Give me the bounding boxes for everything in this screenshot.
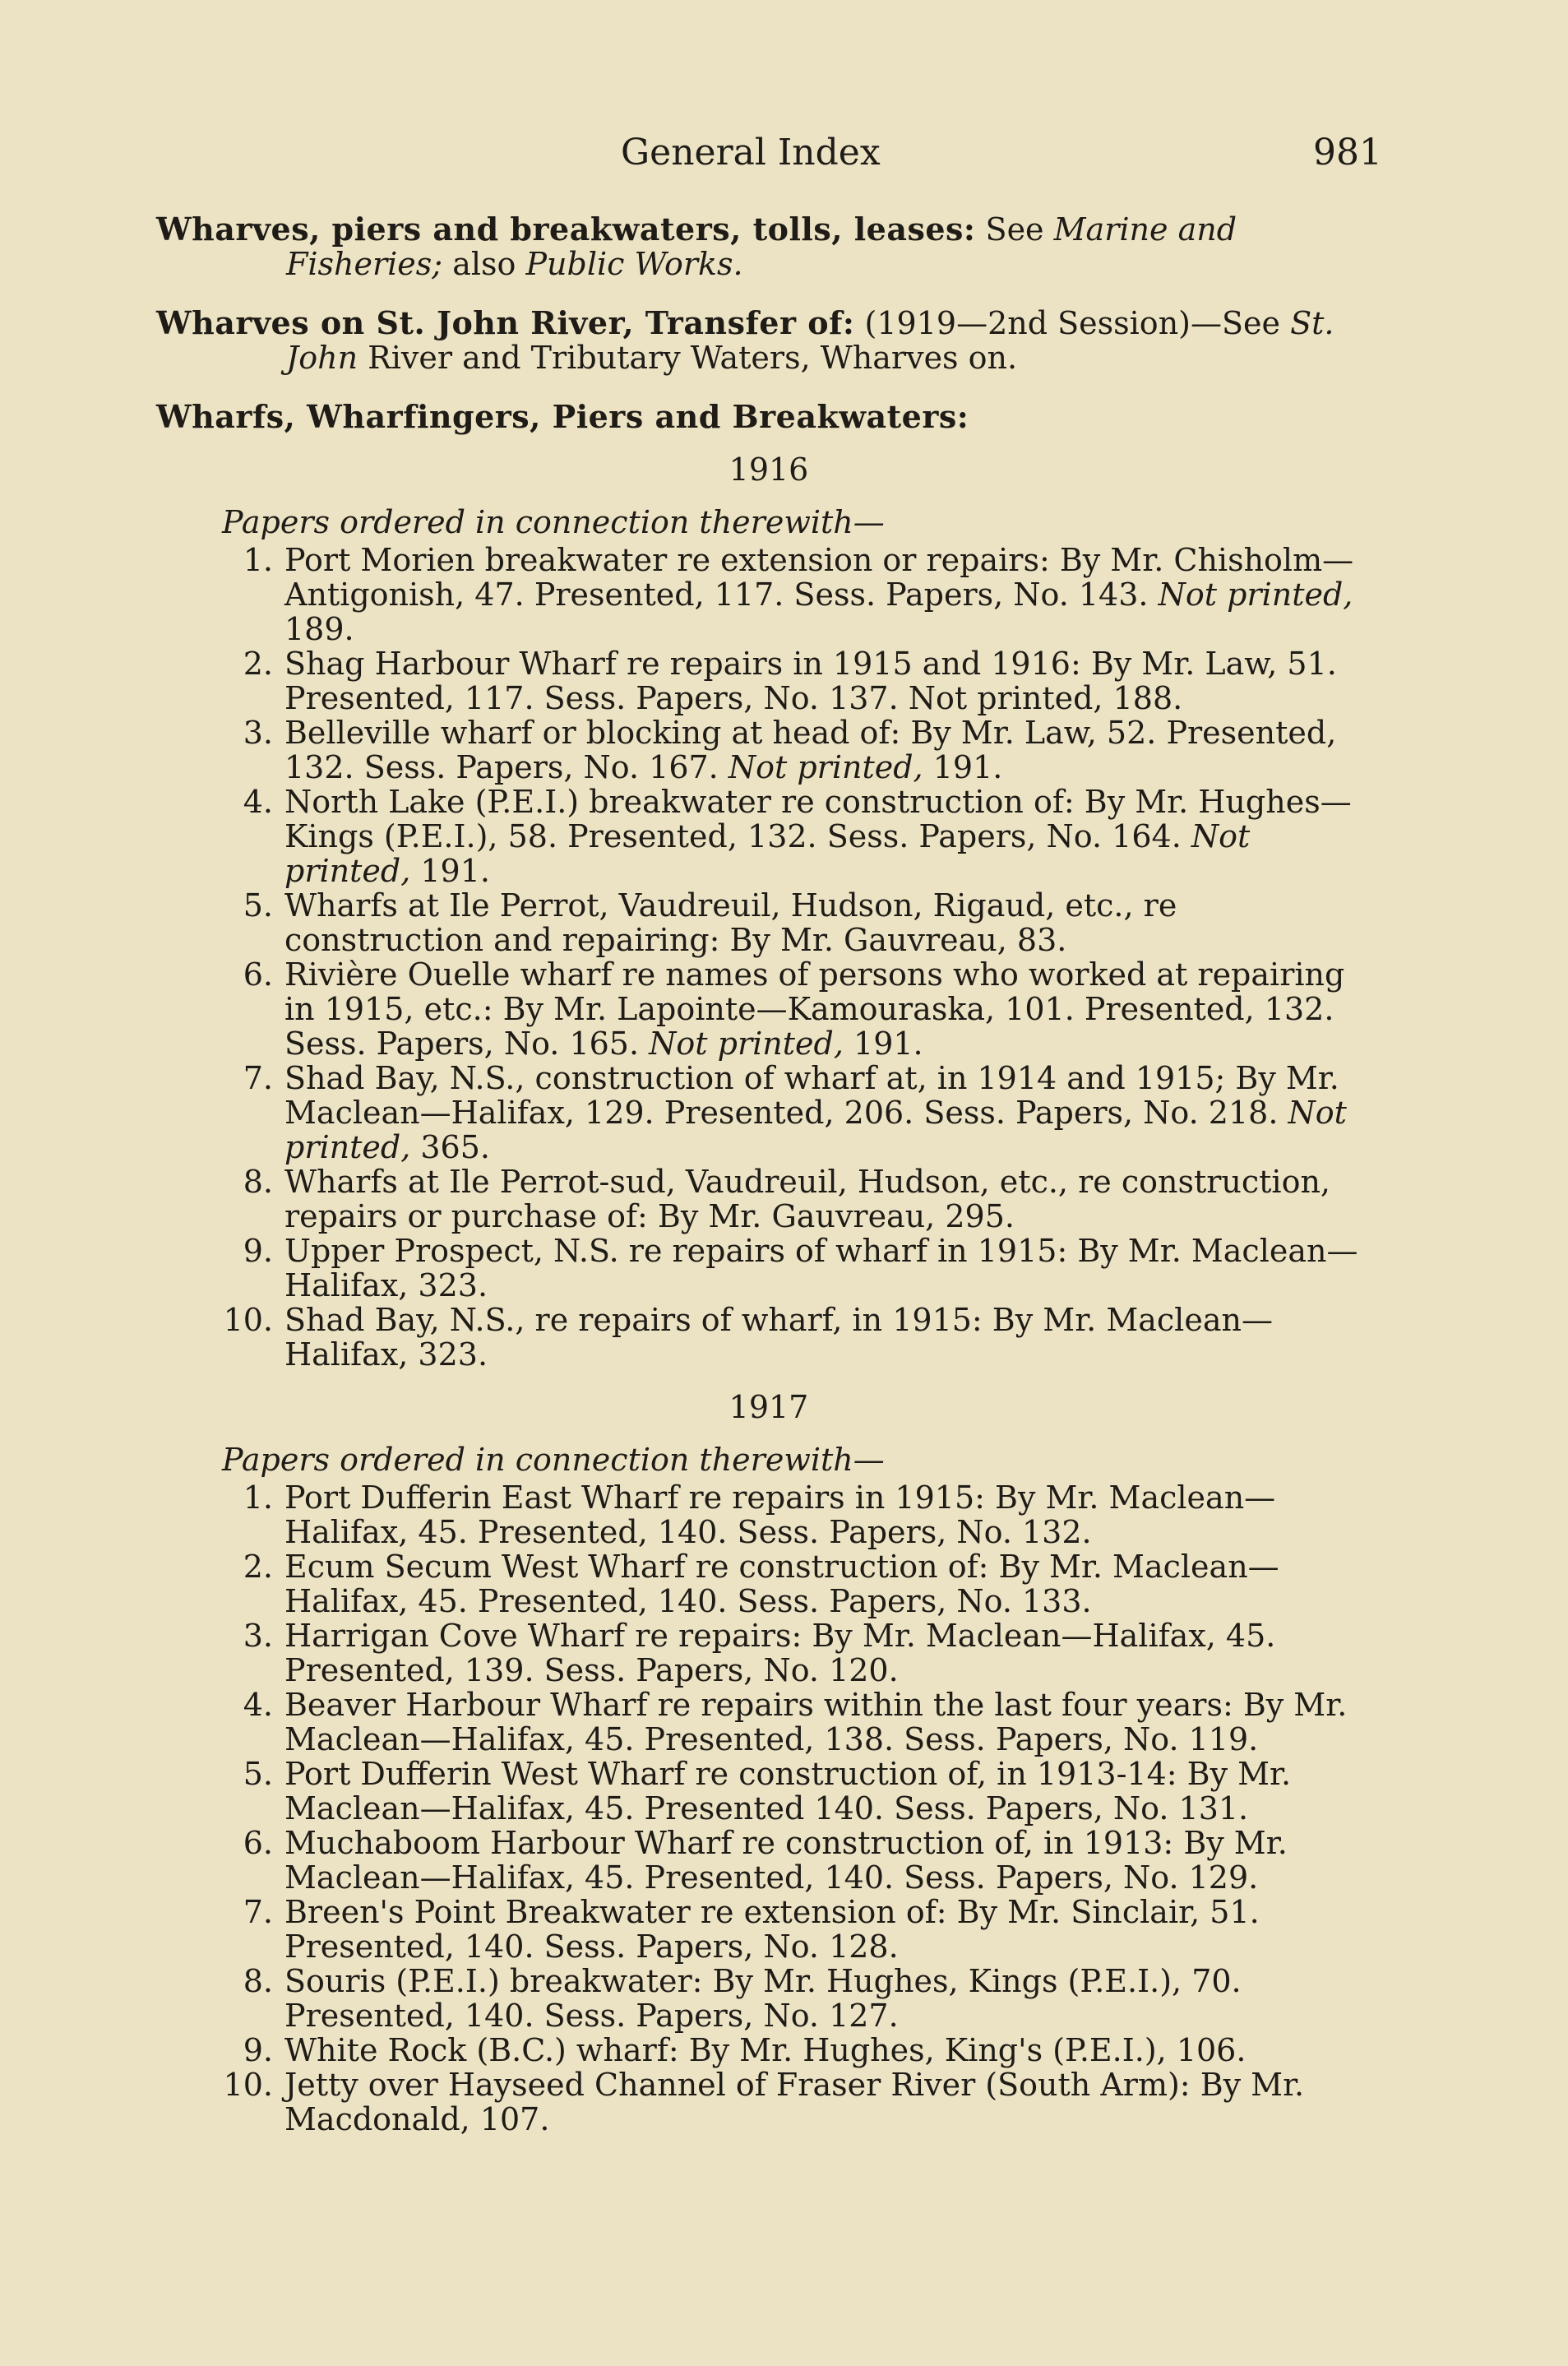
item-number: 6. xyxy=(243,956,273,993)
list-item xyxy=(156,646,1373,715)
not-printed-note: Not printed, xyxy=(284,818,1251,889)
list-item xyxy=(156,1480,1373,1549)
year-heading: 1916 xyxy=(728,451,809,488)
entry-heading: Wharves, piers and breakwaters, tolls, leases: xyxy=(156,211,976,248)
list-item xyxy=(156,1688,1373,1757)
item-text: Belleville wharf or blocking at head of: By Mr. Law, 52. Presented, 132. Sess. Papers, No. 167. xyxy=(284,715,1337,785)
list-item xyxy=(156,1826,1373,1895)
item-number: 6. xyxy=(243,1825,273,1861)
year-heading: 1917 xyxy=(728,1389,809,1425)
item-number: 5. xyxy=(243,887,273,924)
index-entry xyxy=(156,212,1373,281)
item-number: 7. xyxy=(243,1060,273,1096)
item-number: 7. xyxy=(243,1894,273,1930)
header-title: General Index xyxy=(621,132,881,174)
year-sections xyxy=(156,452,1373,2137)
list-item xyxy=(156,543,1373,646)
list-item xyxy=(156,1549,1373,1618)
list-item xyxy=(156,1303,1373,1372)
entry-heading: Wharfs, Wharfingers, Piers and Breakwaters: xyxy=(156,398,969,435)
item-number: 2. xyxy=(243,1549,273,1585)
item-text: Jetty over Hayseed Channel of Fraser River (South Arm): By Mr. Macdonald, 107. xyxy=(284,2067,1305,2137)
item-text: Port Morien breakwater re extension or repairs: By Mr. Chisholm—Antigonish, 47. Presented, 117. Sess. Papers, No. 143. xyxy=(284,542,1354,613)
paper-list xyxy=(156,543,1373,1372)
paper-list xyxy=(156,1480,1373,2137)
item-number: 3. xyxy=(243,715,273,751)
item-text: Beaver Harbour Wharf re repairs within the last four years: By Mr. Maclean—Halifax, 45. Presented, 138. Sess. Papers, No. 119. xyxy=(284,1687,1348,1757)
see-reference: Marine and Fisheries; xyxy=(286,211,1237,282)
not-printed-note: Not printed, xyxy=(649,1026,844,1062)
item-text: Harrigan Cove Wharf re repairs: By Mr. Maclean—Halifax, 45. Presented, 139. Sess. Papers, No. 120. xyxy=(284,1618,1276,1688)
item-page-ref: 189. xyxy=(284,611,354,647)
item-number: 1. xyxy=(243,1479,273,1516)
item-text: Upper Prospect, N.S. re repairs of wharf in 1915: By Mr. Maclean—Halifax, 323. xyxy=(284,1233,1358,1303)
item-text: Shag Harbour Wharf re repairs in 1915 and 1916: By Mr. Law, 51. Presented, 117. Sess. Papers, No. 137. Not printed, 188. xyxy=(284,646,1337,716)
list-item xyxy=(156,2033,1373,2067)
page-number: 981 xyxy=(1313,132,1382,174)
entry-text: (1919—2nd Session)—See xyxy=(864,305,1280,341)
item-text: Port Dufferin East Wharf re repairs in 1915: By Mr. Maclean—Halifax, 45. Presented, 140. Sess. Papers, No. 132. xyxy=(284,1479,1276,1550)
item-text: Port Dufferin West Wharf re construction of, in 1913-14: By Mr. Maclean—Halifax, 45. Presented 140. Sess. Papers, No. 131. xyxy=(284,1756,1292,1827)
list-item xyxy=(156,1618,1373,1688)
item-number: 8. xyxy=(243,1164,273,1200)
item-number: 4. xyxy=(243,1687,273,1723)
list-item xyxy=(156,1164,1373,1234)
item-text: Wharfs at Ile Perrot-sud, Vaudreuil, Hudson, etc., re construction, repairs or purchase of: By Mr. Gauvreau, 295. xyxy=(284,1164,1330,1234)
list-item xyxy=(156,957,1373,1061)
list-item xyxy=(156,2067,1373,2137)
item-text: White Rock (B.C.) wharf: By Mr. Hughes, King's (P.E.I.), 106. xyxy=(284,2032,1247,2068)
list-item xyxy=(156,785,1373,888)
section-label: Papers ordered in connection therewith— xyxy=(222,504,885,540)
item-number: 8. xyxy=(243,1963,273,1999)
item-page-ref: 365. xyxy=(420,1129,490,1165)
item-page-ref: 191. xyxy=(932,749,1003,785)
entry-reference: St. John xyxy=(286,305,1334,376)
entry-continuation: River and Tributary Waters, Wharves on. xyxy=(368,340,1018,376)
list-item xyxy=(156,1234,1373,1303)
see-text: See xyxy=(985,211,1044,248)
item-text: Ecum Secum West Wharf re construction of: By Mr. Maclean—Halifax, 45. Presented, 140. Sess. Papers, No. 133. xyxy=(284,1549,1279,1619)
list-item xyxy=(156,715,1373,785)
list-item xyxy=(156,1964,1373,2033)
running-header xyxy=(0,132,1568,181)
not-printed-note: Not printed, xyxy=(1158,576,1353,613)
item-text: Breen's Point Breakwater re extension of: By Mr. Sinclair, 51. Presented, 140. Sess. Papers, No. 128. xyxy=(284,1894,1260,1965)
item-text: Muchaboom Harbour Wharf re construction of, in 1913: By Mr. Maclean—Halifax, 45. Presented, 140. Sess. Papers, No. 129. xyxy=(284,1825,1288,1896)
item-number: 5. xyxy=(243,1756,273,1792)
item-number: 9. xyxy=(243,2032,273,2068)
item-number: 9. xyxy=(243,1233,273,1269)
index-body xyxy=(156,212,1373,2145)
list-item xyxy=(156,888,1373,957)
item-text: Souris (P.E.I.) breakwater: By Mr. Hughes, Kings (P.E.I.), 70. Presented, 140. Sess. Papers, No. 127. xyxy=(284,1963,1242,2034)
item-number: 1. xyxy=(243,542,273,578)
index-entry xyxy=(156,306,1373,375)
item-number: 4. xyxy=(243,784,273,820)
list-item xyxy=(156,1895,1373,1964)
list-item xyxy=(156,1061,1373,1164)
not-printed-note: Not printed, xyxy=(728,749,923,785)
item-text: North Lake (P.E.I.) breakwater re construction of: By Mr. Hughes—Kings (P.E.I.), 58. Presented, 132. Sess. Papers, No. 164. xyxy=(284,784,1352,854)
not-printed-note: Not printed, xyxy=(284,1095,1347,1165)
item-text: Rivière Ouelle wharf re names of persons who worked at repairing in 1915, etc.: By Mr. Lapointe—Kamouraska, 101. Presented, 132. Sess. Papers, No. 165. xyxy=(284,956,1345,1062)
item-text: Shad Bay, N.S., construction of wharf at, in 1914 and 1915; By Mr. Maclean—Halifax, 129. Presented, 206. Sess. Papers, No. 218. xyxy=(284,1060,1339,1131)
item-number: 10. xyxy=(223,1302,273,1338)
entry-heading: Wharves on St. John River, Transfer of: xyxy=(156,304,855,341)
item-number: 2. xyxy=(243,646,273,682)
list-item xyxy=(156,1757,1373,1826)
item-page-ref: 191. xyxy=(853,1026,923,1062)
item-number: 3. xyxy=(243,1618,273,1654)
also-reference: Public Works. xyxy=(525,246,743,282)
item-text: Wharfs at Ile Perrot, Vaudreuil, Hudson, Rigaud, etc., re construction and repairing: By Mr. Gauvreau, 83. xyxy=(284,887,1177,958)
section-label: Papers ordered in connection therewith— xyxy=(222,1442,885,1478)
item-text: Shad Bay, N.S., re repairs of wharf, in 1915: By Mr. Maclean—Halifax, 323. xyxy=(284,1302,1273,1373)
item-number: 10. xyxy=(223,2067,273,2103)
index-entry xyxy=(156,400,1373,434)
also-text: also xyxy=(452,246,516,282)
item-page-ref: 191. xyxy=(420,853,490,889)
